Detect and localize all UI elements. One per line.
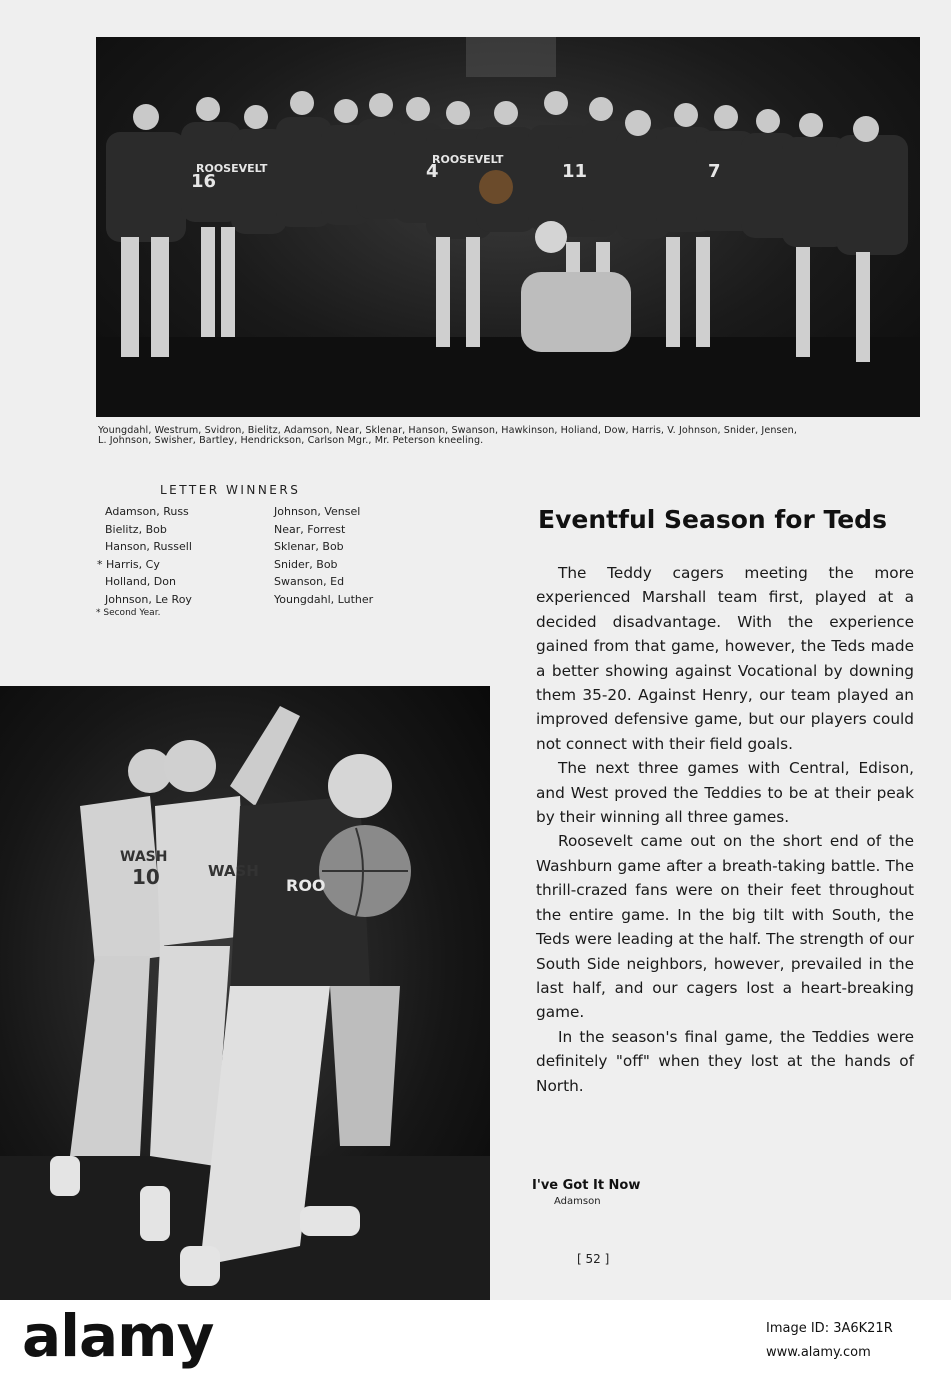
letter-winner: Holland, Don — [105, 575, 176, 589]
article-paragraph: The Teddy cagers meeting the more experienced Marshall team first, played at a decided disadvantage. With the experience gained from that game, however, the Teds made a better showing against Vocational by downing them 35-20. Against Henry, our team played an improved defensive game, but our players could not connect with their field goals. — [536, 564, 914, 753]
jersey-text: ROOSEVELT — [196, 162, 268, 175]
jersey-text: WASH — [208, 862, 259, 880]
second-year-footnote: * Second Year. — [96, 608, 161, 618]
letter-winner: Swanson, Ed — [274, 575, 345, 589]
letter-winner: Youngdahl, Luther — [274, 592, 374, 606]
jersey-number: 4 — [426, 161, 439, 182]
action-photo — [0, 686, 490, 1300]
letter-winner: Johnson, Vensel — [274, 505, 361, 518]
letter-winner: * Harris, Cy — [97, 557, 160, 571]
jersey-number: 10 — [132, 865, 160, 889]
letter-winners-column — [274, 503, 373, 609]
letter-winner: Snider, Bob — [274, 557, 338, 571]
jersey-text: ROO — [286, 876, 326, 895]
article-paragraph: In the season's final game, the Teddies were definitely "off" when they lost at the hands of North. — [536, 1027, 914, 1095]
jersey-number: 11 — [562, 161, 588, 182]
caption-line: L. Johnson, Swisher, Bartley, Hendrickson, Carlson Mgr., Mr. Peterson kneeling. — [98, 435, 484, 446]
letter-winner: Sklenar, Bob — [274, 540, 344, 554]
letter-winner: Bielitz, Bob — [105, 522, 167, 536]
letter-winners-column — [97, 503, 192, 609]
page-number: [ 52 ] — [577, 1252, 610, 1266]
action-photo-illustration — [0, 686, 490, 1300]
article-paragraph: Roosevelt came out on the short end of the Washburn game after a breath-taking battle. The thrill-crazed fans were on their feet throughout the entire game. In the big tilt with South, the Teds were leading at the half. The strength of our South Side neighbors, however, prevailed in the last half, and our cagers lost a heart-breaking game. — [536, 832, 914, 1022]
letter-winner: Johnson, Le Roy — [105, 592, 192, 606]
jersey-number: 7 — [708, 161, 721, 182]
letter-winner: Hanson, Russell — [105, 540, 192, 554]
team-photo-caption — [98, 426, 920, 446]
caption-title: I've Got It Now — [532, 1178, 641, 1193]
article-title: Eventful Season for Teds — [538, 505, 887, 534]
jersey-number: 16 — [191, 171, 217, 192]
letter-winner: Adamson, Russ — [105, 505, 189, 518]
caption-credit: Adamson — [554, 1196, 601, 1207]
letter-winners-heading: LETTER WINNERS — [160, 483, 301, 497]
team-photo — [96, 37, 920, 417]
alamy-logo: alamy — [22, 1302, 214, 1370]
letter-winner: Near, Forrest — [274, 522, 346, 536]
article-body — [536, 561, 914, 1098]
article-paragraph: The next three games with Central, Edison, and West proved the Teddies to be at their peak by their winning all three games. — [536, 759, 914, 827]
banner-url: www.alamy.com — [766, 1345, 871, 1360]
caption-line: Youngdahl, Westrum, Svidron, Bielitz, Adamson, Near, Sklenar, Hanson, Swanson, Hawkinson, Holiand, Dow, Harris, V. Johnson, Snider, Jensen, — [98, 425, 797, 436]
jersey-text: ROOSEVELT — [432, 153, 504, 166]
team-photo-illustration — [96, 37, 920, 417]
action-photo-caption — [532, 1178, 640, 1207]
image-id: Image ID: 3A6K21R — [766, 1321, 893, 1336]
jersey-text: WASH — [120, 849, 168, 865]
